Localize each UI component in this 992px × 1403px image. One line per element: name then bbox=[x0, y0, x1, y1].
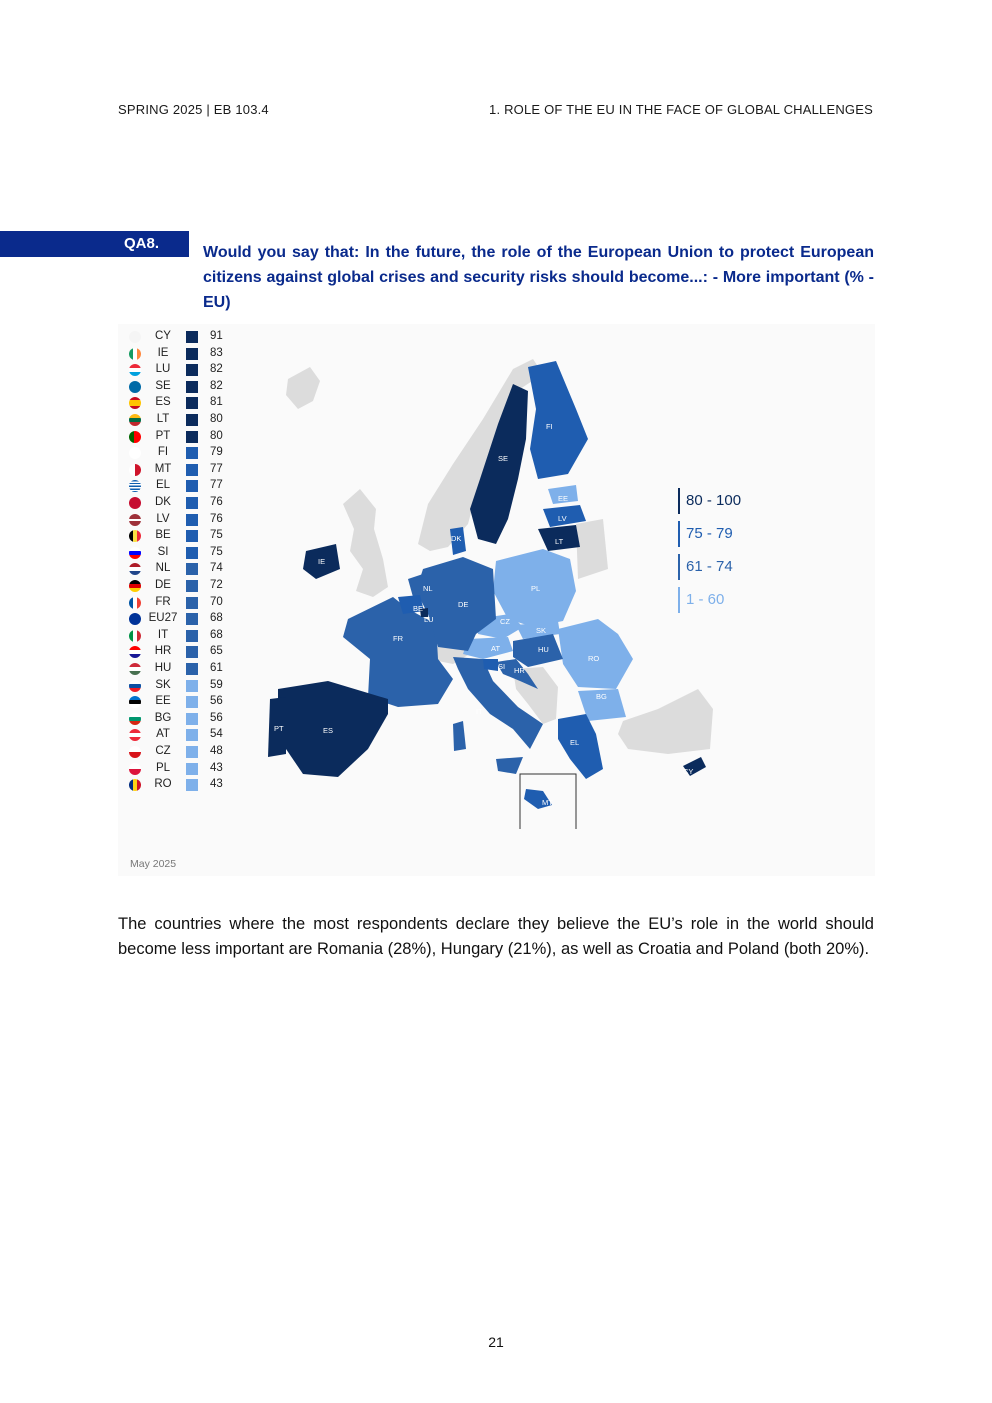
legend-61-74: 61 - 74 bbox=[678, 554, 826, 580]
country-code: DK bbox=[155, 496, 171, 508]
country-row bbox=[118, 346, 238, 363]
country-value: 76 bbox=[210, 512, 223, 525]
country-value: 54 bbox=[210, 728, 223, 741]
label-si: SI bbox=[498, 662, 506, 671]
band-swatch bbox=[186, 497, 198, 509]
figure-panel bbox=[118, 324, 875, 876]
country-row bbox=[118, 462, 238, 479]
country-value: 83 bbox=[210, 346, 223, 359]
band-swatch bbox=[186, 348, 198, 360]
body-paragraph: The countries where the most respondents declare they believe the EU’s role in the world should become less important are Romania (28%), Hungary (21%), as well as Croatia and Poland (both 20%). bbox=[118, 915, 874, 958]
flag-lu-icon bbox=[129, 364, 141, 376]
country-code: AT bbox=[156, 728, 170, 741]
country-row bbox=[118, 578, 238, 595]
flag-pt-icon bbox=[129, 431, 141, 443]
country-code: MT bbox=[154, 462, 172, 475]
country-row bbox=[118, 362, 238, 379]
country-value: 80 bbox=[210, 413, 223, 425]
label-sk: SK bbox=[536, 626, 547, 635]
country-value: 59 bbox=[210, 678, 223, 691]
country-value: 61 bbox=[210, 662, 223, 674]
label-it: IT bbox=[476, 707, 483, 716]
label-nl: NL bbox=[423, 584, 433, 593]
country-code: CY bbox=[155, 330, 171, 342]
flag-dk-icon bbox=[129, 497, 141, 509]
label-cy: CY bbox=[683, 767, 694, 776]
country-row bbox=[118, 478, 238, 495]
band-swatch bbox=[186, 746, 198, 758]
label-mt: MT bbox=[542, 798, 553, 807]
country-code: BE bbox=[155, 529, 171, 542]
flag-fi-icon bbox=[129, 447, 141, 459]
country-row bbox=[118, 761, 238, 778]
europe-choropleth-map bbox=[258, 329, 718, 829]
flag-at-icon bbox=[129, 729, 141, 741]
country-value: 77 bbox=[210, 462, 223, 475]
flag-ee-icon bbox=[129, 696, 141, 708]
band-swatch bbox=[186, 563, 198, 575]
country-code: NL bbox=[155, 562, 171, 575]
country-value: 65 bbox=[210, 645, 223, 658]
label-lv: LV bbox=[558, 514, 567, 523]
country-row bbox=[118, 678, 238, 695]
country-value: 77 bbox=[210, 479, 223, 492]
country-value: 74 bbox=[210, 562, 223, 575]
label-ie: IE bbox=[318, 557, 326, 566]
label-de: DE bbox=[458, 600, 469, 609]
country-code: SE bbox=[155, 379, 171, 392]
label-hu: HU bbox=[538, 645, 549, 654]
flag-pl-icon bbox=[129, 763, 141, 775]
country-value: 43 bbox=[210, 778, 223, 791]
map-sicily bbox=[496, 757, 523, 774]
map-uk bbox=[343, 489, 388, 597]
band-swatch bbox=[186, 547, 198, 559]
flag-nl-icon bbox=[129, 563, 141, 575]
band-swatch bbox=[186, 480, 198, 492]
label-lu: LU bbox=[424, 615, 434, 624]
label-es: ES bbox=[323, 726, 334, 735]
flag-mt-icon bbox=[129, 464, 141, 476]
country-row bbox=[118, 661, 238, 678]
label-el: EL bbox=[570, 738, 580, 747]
country-code: SI bbox=[157, 545, 169, 558]
band-swatch bbox=[186, 630, 198, 642]
flag-si-icon bbox=[129, 547, 141, 559]
country-row bbox=[118, 727, 238, 744]
band-swatch bbox=[186, 464, 198, 476]
country-row bbox=[118, 329, 238, 346]
label-ee: EE bbox=[558, 494, 569, 503]
band-swatch bbox=[186, 431, 198, 443]
country-row bbox=[118, 777, 238, 794]
legend-1-60: 1 - 60 bbox=[678, 587, 826, 613]
label-dk: DK bbox=[451, 534, 462, 543]
band-swatch bbox=[186, 729, 198, 741]
map-belarus-ukraine bbox=[576, 519, 608, 579]
country-row bbox=[118, 429, 238, 446]
flag-eu27-icon bbox=[129, 613, 141, 625]
running-header-right: 1. ROLE OF THE EU IN THE FACE OF GLOBAL CHALLENGES bbox=[489, 102, 873, 117]
country-code: ES bbox=[155, 396, 171, 409]
country-row bbox=[118, 644, 238, 661]
country-value: 82 bbox=[210, 379, 223, 392]
country-row bbox=[118, 528, 238, 545]
band-swatch bbox=[186, 763, 198, 775]
country-row bbox=[118, 379, 238, 396]
country-value: 75 bbox=[210, 545, 223, 558]
band-swatch bbox=[186, 364, 198, 376]
country-value: 75 bbox=[210, 529, 223, 542]
map-fi bbox=[528, 361, 588, 479]
country-code: IT bbox=[157, 628, 169, 641]
country-value: 76 bbox=[210, 496, 223, 508]
country-code: HU bbox=[154, 662, 172, 674]
label-pt: PT bbox=[274, 724, 284, 733]
page-number: 21 bbox=[488, 1334, 504, 1350]
band-swatch bbox=[186, 414, 198, 426]
band-swatch bbox=[186, 331, 198, 343]
label-be: BE bbox=[413, 604, 424, 613]
band-swatch bbox=[186, 397, 198, 409]
flag-hr-icon bbox=[129, 646, 141, 658]
country-row bbox=[118, 611, 238, 628]
band-swatch bbox=[186, 680, 198, 692]
country-code: FI bbox=[157, 446, 169, 459]
label-ro: RO bbox=[588, 654, 600, 663]
country-value: 80 bbox=[210, 429, 223, 442]
flag-el-icon bbox=[129, 480, 141, 492]
question-tag-bar bbox=[0, 231, 189, 257]
country-code: IE bbox=[157, 346, 169, 359]
country-value: 56 bbox=[210, 711, 223, 724]
country-code: RO bbox=[154, 778, 172, 791]
flag-de-icon bbox=[129, 580, 141, 592]
band-swatch bbox=[186, 597, 198, 609]
flag-it-icon bbox=[129, 630, 141, 642]
country-row bbox=[118, 711, 238, 728]
flag-cz-icon bbox=[129, 746, 141, 758]
map-greenland bbox=[286, 367, 320, 409]
country-value: 82 bbox=[210, 363, 223, 376]
label-cz: CZ bbox=[500, 617, 510, 626]
country-code: DE bbox=[155, 579, 171, 591]
flag-cy-icon bbox=[129, 331, 141, 343]
country-value: 70 bbox=[210, 595, 223, 608]
label-bg: BG bbox=[596, 692, 607, 701]
country-row bbox=[118, 694, 238, 711]
band-swatch bbox=[186, 779, 198, 791]
country-code: EL bbox=[155, 479, 171, 492]
flag-be-icon bbox=[129, 530, 141, 542]
label-lt: LT bbox=[555, 537, 564, 546]
legend-75-79: 75 - 79 bbox=[678, 521, 826, 547]
band-swatch bbox=[186, 447, 198, 459]
map-turkey bbox=[618, 689, 713, 754]
label-fi: FI bbox=[546, 422, 553, 431]
country-code: EU27 bbox=[148, 612, 178, 625]
country-code: FR bbox=[155, 595, 171, 608]
flag-fr-icon bbox=[129, 597, 141, 609]
country-code: LT bbox=[156, 413, 170, 425]
band-swatch bbox=[186, 713, 198, 725]
figure-date: May 2025 bbox=[130, 858, 177, 870]
band-swatch bbox=[186, 580, 198, 592]
flag-ie-icon bbox=[129, 348, 141, 360]
country-code: PT bbox=[155, 429, 171, 442]
country-value: 48 bbox=[210, 745, 223, 757]
band-swatch bbox=[186, 646, 198, 658]
country-value: 43 bbox=[210, 761, 223, 774]
flag-se-icon bbox=[129, 381, 141, 393]
label-at: AT bbox=[491, 644, 501, 653]
map-sardinia bbox=[453, 721, 466, 751]
flag-hu-icon bbox=[129, 663, 141, 675]
country-code: SK bbox=[155, 678, 171, 691]
legend-80-100: 80 - 100 bbox=[678, 488, 826, 514]
flag-sk-icon bbox=[129, 680, 141, 692]
country-code: HR bbox=[154, 645, 172, 658]
country-value: 68 bbox=[210, 628, 223, 641]
country-code: LU bbox=[155, 363, 171, 376]
country-row bbox=[118, 495, 238, 512]
band-swatch bbox=[186, 613, 198, 625]
label-fr: FR bbox=[393, 634, 403, 643]
question-tag: QA8. bbox=[123, 235, 159, 252]
band-swatch bbox=[186, 381, 198, 393]
label-se: SE bbox=[498, 454, 509, 463]
country-value: 81 bbox=[210, 396, 223, 409]
country-row bbox=[118, 744, 238, 761]
question-title: Would you say that: In the future, the role of the European Union to protect European citizens against global crises and security risks should become...: - More important (% - EU) bbox=[203, 244, 874, 311]
country-code: BG bbox=[154, 711, 172, 724]
flag-lt-icon bbox=[129, 414, 141, 426]
country-value: 56 bbox=[210, 695, 223, 708]
country-row bbox=[118, 512, 238, 529]
country-row bbox=[118, 628, 238, 645]
label-hr: HR bbox=[514, 666, 525, 675]
country-row bbox=[118, 595, 238, 612]
country-code: CZ bbox=[155, 745, 171, 757]
country-code: LV bbox=[156, 512, 170, 525]
country-row bbox=[118, 445, 238, 462]
flag-ro-icon bbox=[129, 779, 141, 791]
country-value: 68 bbox=[210, 612, 223, 625]
country-code: PL bbox=[155, 761, 171, 774]
band-swatch bbox=[186, 514, 198, 526]
country-row bbox=[118, 412, 238, 429]
country-code: EE bbox=[155, 695, 171, 708]
country-row bbox=[118, 395, 238, 412]
map-el bbox=[558, 714, 603, 779]
flag-bg-icon bbox=[129, 713, 141, 725]
band-swatch bbox=[186, 663, 198, 675]
flag-es-icon bbox=[129, 397, 141, 409]
country-value: 79 bbox=[210, 446, 223, 459]
band-swatch bbox=[186, 696, 198, 708]
flag-lv-icon bbox=[129, 514, 141, 526]
country-row bbox=[118, 545, 238, 562]
band-swatch bbox=[186, 530, 198, 542]
country-value: 72 bbox=[210, 579, 223, 591]
country-row bbox=[118, 561, 238, 578]
running-header-left: SPRING 2025 | EB 103.4 bbox=[118, 102, 269, 117]
country-value: 91 bbox=[210, 330, 223, 342]
label-pl: PL bbox=[531, 584, 541, 593]
